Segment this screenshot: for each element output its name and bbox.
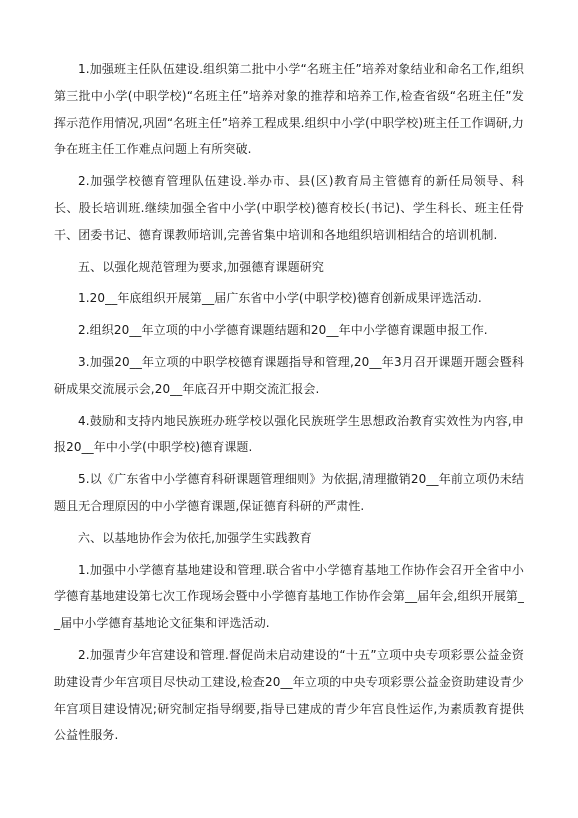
paragraph-class-teacher-team: 1.加强班主任队伍建设.组织第二批中小学“名班主任”培养对象结业和命名工作,组织第三批中小学(中职学校)“名班主任”培养对象的推荐和培养工作,检查省级“名班主任”发挥示范作用情况,巩固“名班主任”培养工程成果.组织中小学(中职学校)班主任工作调研,力争在班主任工作难点问题上有所突破.: [54, 62, 524, 157]
section-heading-five: 五、以强化规范管理为要求,加强德育课题研究: [78, 259, 324, 274]
paragraph-moral-management-team: 2.加强学校德育管理队伍建设.举办市、县(区)教育局主管德育的新任局领导、科长、股长培训班.继续加强全省中小学(中职学校)德育校长(书记)、学生科长、班主任骨干、团委书记、德育课教师培训,完善省集中培训和各地组织培训相结合的培训机制.: [54, 174, 524, 242]
section-heading-six: 六、以基地协作会为依托,加强学生实践教育: [78, 530, 312, 545]
paragraph-project-closure: 2.组织20__年立项的中小学德育课题结题和20__年中小学德育课题申报工作.: [78, 323, 488, 338]
paragraph-ethnic-classes: 4.鼓励和支持内地民族班办班学校以强化民族班学生思想政治教育实效性为内容,申报20__年中小学(中职学校)德育课题.: [54, 413, 524, 455]
paragraph-project-cleanup: 5.以《广东省中小学德育科研课题管理细则》为依据,清理撤销20__年前立项仍未结题且无合理原因的中小学德育课题,保证德育科研的严肃性.: [54, 472, 524, 513]
paragraph-vocational-projects: 3.加强20__年立项的中职学校德育课题指导和管理,20__年3月召开课题开题会暨科研成果交流展示会,20__年底召开中期交流汇报会.: [54, 354, 524, 396]
paragraph-moral-bases: 1.加强中小学德育基地建设和管理.联合省中小学德育基地工作协作会召开全省中小学德育基地建设第七次工作现场会暨中小学德育基地工作协作会第__届年会,组织开展第__届中小学德育基地论文征集和评选活动.: [54, 562, 524, 631]
paragraph-innovation-award: 1.20__年底组织开展第__届广东省中小学(中职学校)德育创新成果评选活动.: [78, 291, 482, 306]
paragraph-youth-palace: 2.加强青少年宫建设和管理.督促尚未启动建设的“十五”立项中央专项彩票公益金资助建设青少年宫项目尽快动工建设,检查20__年立项的中央专项彩票公益金资助建设青少年宫项目建设情况;研究制定指导纲要,指导已建成的青少年宫良性运作,为素质教育提供公益性服务.: [54, 647, 524, 743]
